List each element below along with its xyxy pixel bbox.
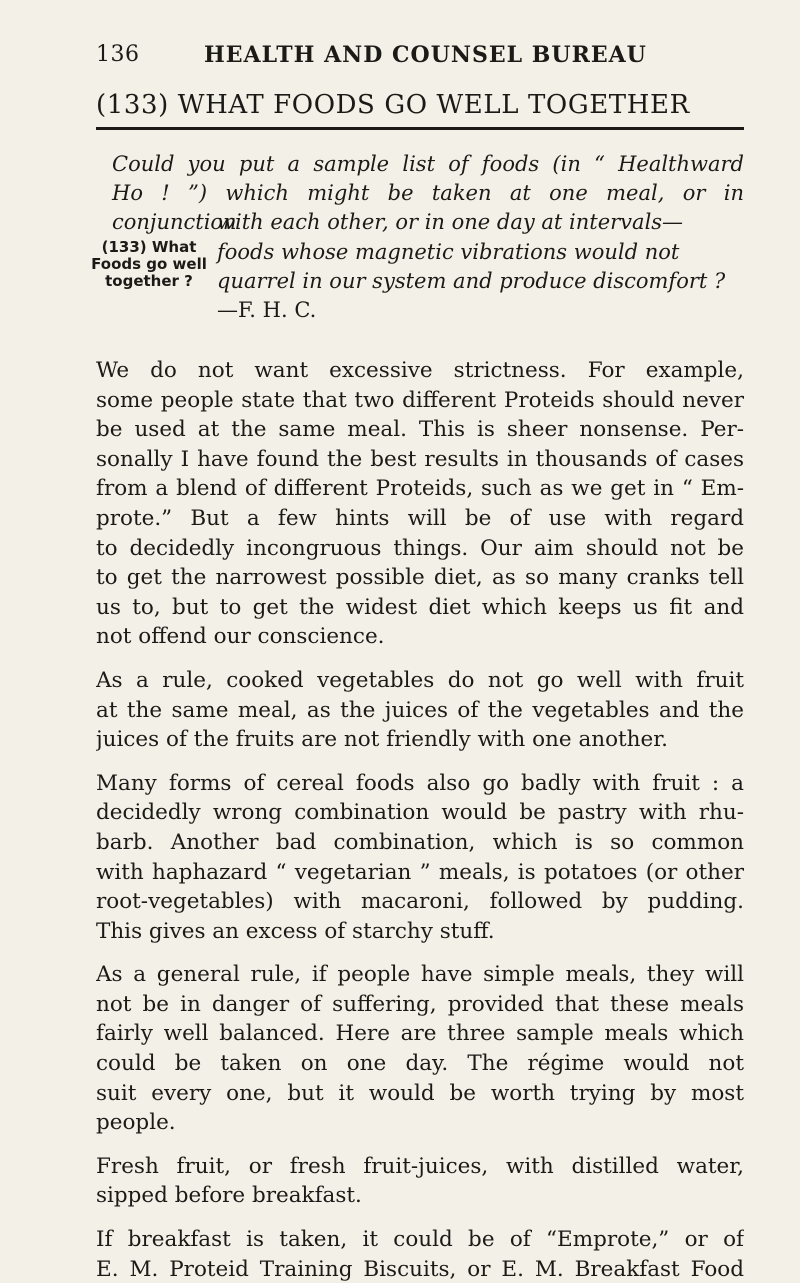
text-line: be used at the same meal. This is sheer nonsense. Per- xyxy=(96,417,744,443)
paragraph xyxy=(96,769,744,947)
margin-note-line: (133) What xyxy=(101,238,197,256)
section-heading: (133) WHAT FOODS GO WELL TOGETHER xyxy=(96,90,690,120)
text-line: sonally I have found the best results in thousands of cases xyxy=(96,446,744,472)
text-line: from a blend of different Proteids, such as we get in “ Em- xyxy=(96,476,744,502)
question-line: with each other, or in one day at intervals— xyxy=(217,210,684,235)
question-line: Ho ! ”) which might be taken at one meal, or in conjunction xyxy=(112,181,744,235)
margin-note-line: Foods go well xyxy=(91,255,207,273)
page-number: 136 xyxy=(96,42,140,67)
question-line: foods whose magnetic vibrations would not xyxy=(217,239,680,264)
text-line: at the same meal, as the juices of the vegetables and the xyxy=(96,697,744,723)
margin-note xyxy=(90,239,208,290)
text-line: This gives an excess of starchy stuff. xyxy=(96,918,495,944)
text-line: to decidedly incongruous things. Our aim should not be xyxy=(96,535,744,561)
text-line: Many forms of cereal foods also go badly with fruit : a xyxy=(96,770,744,796)
text-line: fairly well balanced. Here are three sample meals which xyxy=(96,1021,744,1047)
margin-note-line: together ? xyxy=(105,272,193,290)
text-line: not offend our conscience. xyxy=(96,624,385,650)
text-line: Fresh fruit, or fresh fruit-juices, with distilled water, xyxy=(96,1153,744,1179)
text-line: prote.” But a few hints will be of use with regard xyxy=(96,505,744,531)
reader-question xyxy=(112,150,744,325)
text-line: us to, but to get the widest diet which keeps us fit and xyxy=(96,594,744,620)
text-line: suit every one, but it would be worth trying by most xyxy=(96,1080,744,1106)
text-line: root-vegetables) with macaroni, followed by pudding. xyxy=(96,889,744,915)
question-attribution: —F. H. C. xyxy=(217,297,317,322)
paragraph xyxy=(96,666,744,755)
text-line: sipped before breakfast. xyxy=(96,1183,362,1209)
text-line: some people state that two different Proteids should never xyxy=(96,387,744,413)
paragraph xyxy=(96,1225,744,1283)
text-line: As a general rule, if people have simple meals, they will xyxy=(96,962,744,988)
text-line: decidedly wrong combination would be pastry with rhu- xyxy=(96,800,744,826)
text-line: E. M. Proteid Training Biscuits, or E. M. Breakfast Food xyxy=(96,1256,744,1282)
question-line: quarrel in our system and produce discomfort ? xyxy=(217,268,726,293)
text-line: barb. Another bad combination, which is so common xyxy=(96,829,744,855)
text-line: to get the narrowest possible diet, as so many cranks tell xyxy=(96,565,744,591)
text-line: not be in danger of suffering, provided that these meals xyxy=(96,991,744,1017)
text-line: If breakfast is taken, it could be of “Emprote,” or of xyxy=(96,1227,744,1253)
paragraph xyxy=(96,960,744,1138)
answer-body xyxy=(96,356,744,1283)
heading-rule xyxy=(96,127,744,130)
paragraph xyxy=(96,356,744,652)
text-line: with haphazard “ vegetarian ” meals, is potatoes (or other xyxy=(96,859,744,885)
running-head xyxy=(96,42,736,74)
text-line: could be taken on one day. The régime would not xyxy=(96,1051,744,1077)
text-line: juices of the fruits are not friendly with one another. xyxy=(96,727,669,753)
text-line: people. xyxy=(96,1110,176,1136)
question-line: Could you put a sample list of foods (in “ Healthward xyxy=(112,152,744,176)
running-title: HEALTH AND COUNSEL BUREAU xyxy=(204,42,647,68)
paragraph xyxy=(96,1152,744,1211)
text-line: We do not want excessive strictness. For example, xyxy=(96,358,744,383)
text-line: As a rule, cooked vegetables do not go well with fruit xyxy=(96,667,744,693)
